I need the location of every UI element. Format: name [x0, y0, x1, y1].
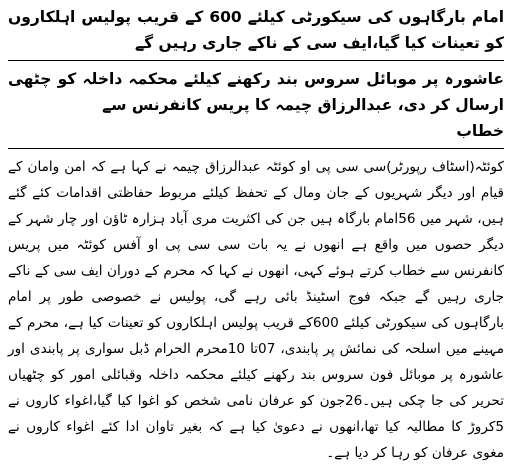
divider	[8, 148, 504, 149]
divider	[8, 60, 504, 61]
subheadline	[8, 66, 504, 144]
article-body: کوئٹہ(اسٹاف رپورٹر)سی سی پی او کوئٹہ عبدالرزاق چیمہ نے کہا ہے کہ امن وامان کے قیام اور دیگر شہریوں کے جان ومال کے تحفظ کیلئے مربوط حفاظتی اقدامات کئے گئے ہیں، شہر میں 56امام بارگاہ ہیں جن کی اکثریت مری آباد ہزارہ ٹاؤن اور چار شہر کے دیگر حصوں میں واقع ہے انھوں نے یہ بات سی سی پی او آفس کوئٹہ میں پریس کانفرنس سے خطاب کرتے ہوئے کہی، انھوں نے کہا کہ محرم کے دوران ایف سی کے ناکے جاری رہیں گے جبکہ فوج اسٹینڈ بائی رہے گی، پولیس نے خصوصی طور پر امام بارگاہوں کی سیکورٹی کیلئے 600کے قریب پولیس اہلکاروں کو تعینات کیا ہے، محرم کے مہینے میں اسلحہ کی نمائش پر پابندی، 07تا 10محرم الحرام ڈبل سواری پر پابندی اور عاشورہ پر موبائل فون سروس بند رکھنے کیلئے محکمہ داخلہ وقبائلی امور کو چٹھیاں تحریر کی جا چکی ہیں۔26جون کو عرفان نامی شخص کو اغوا کیا گیا،اغواء کاروں نے 5کروڑ کا مطالبہ کیا تھا،انھوں نے دعویٰ کیا ہے کہ بغیر تاوان ادا کئے اغواء کاروں نے مغوی عرفان کو رہا کر دیا ہے۔	[8, 159, 505, 461]
subheadline-tail: خطاب	[456, 122, 504, 140]
subheadline-text: عاشورہ پر موبائل سروس بند رکھنے کیلئے محکمہ داخلہ کو چٹھی ارسال کر دی، عبدالرزاق چیمہ کا پریس کانفرنس سے	[8, 70, 504, 114]
headline: امام بارگاہوں کی سیکورٹی کیلئے 600 کے قریب پولیس اہلکاروں کو تعینات کیا گیا،ایف سی کے ناکے جاری رہیں گے	[8, 8, 505, 52]
